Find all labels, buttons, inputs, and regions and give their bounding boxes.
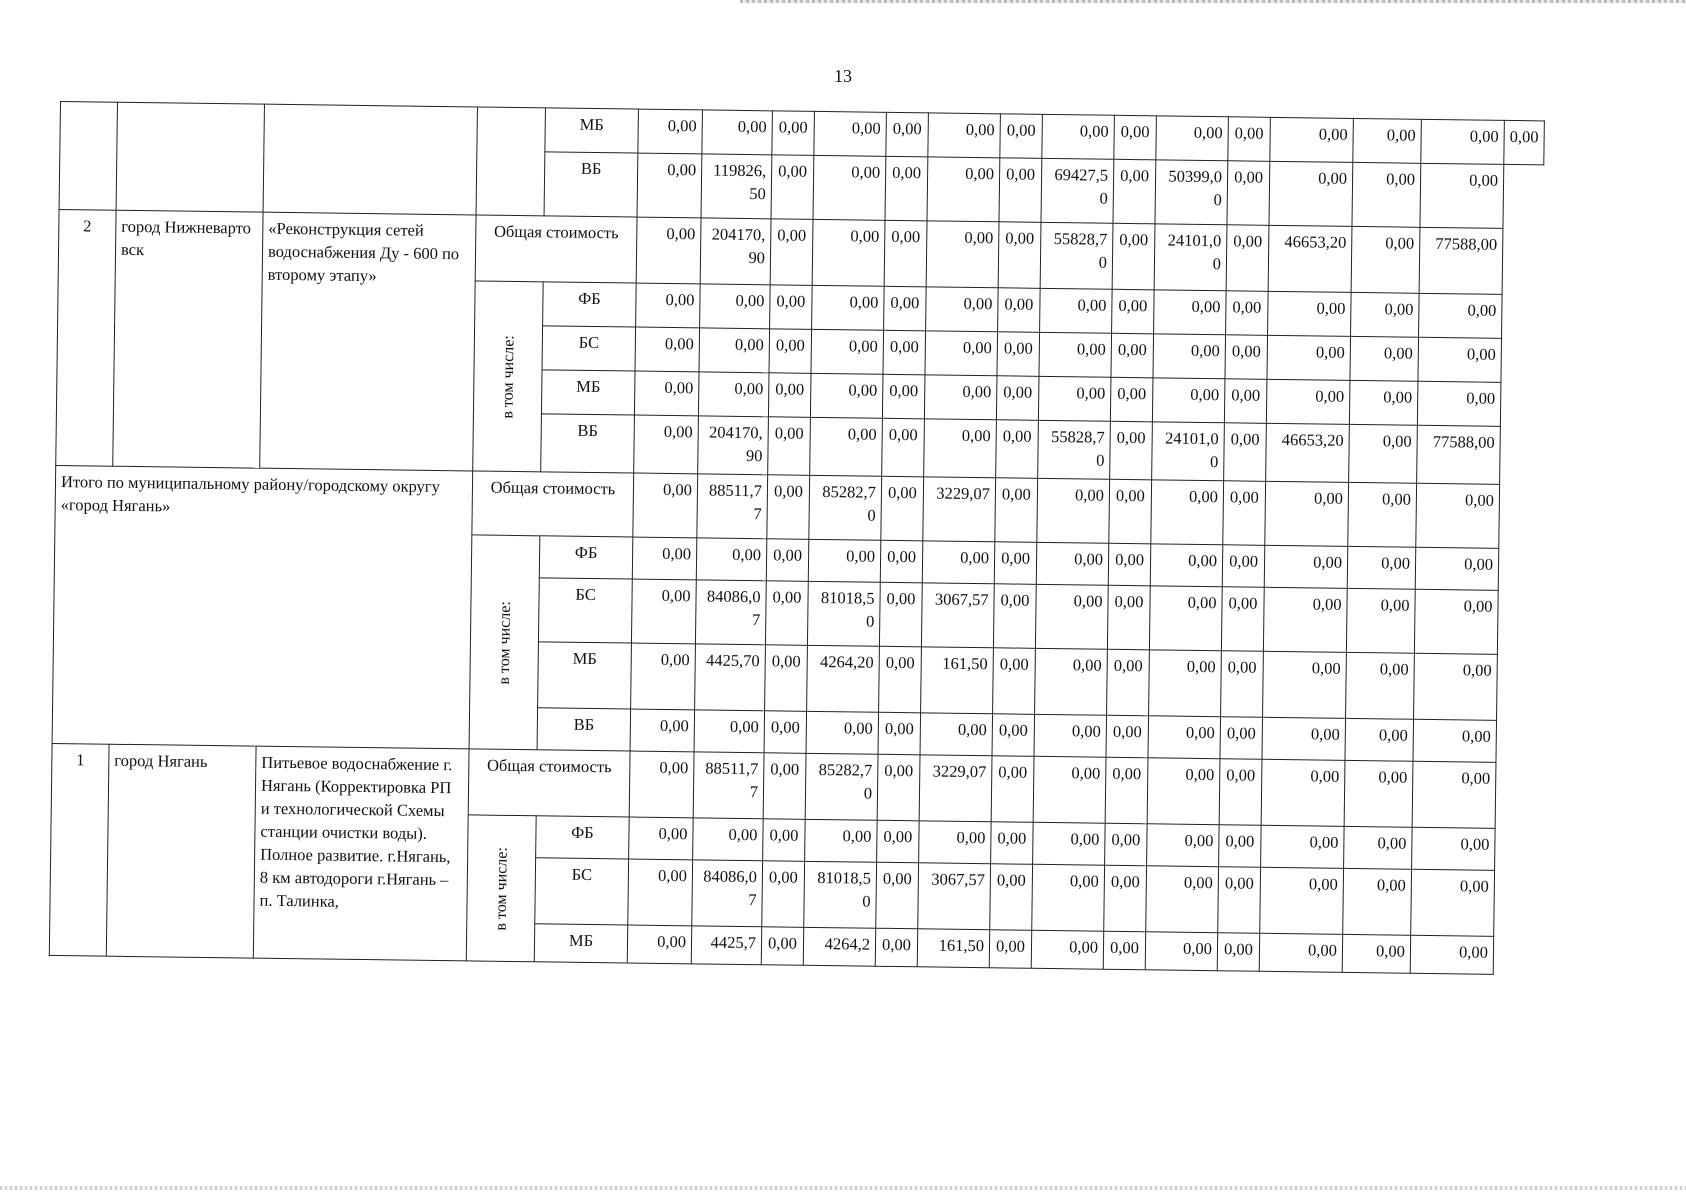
- value-cell: 0,00: [768, 373, 811, 418]
- value-cell: 0,00: [696, 538, 767, 581]
- value-cell: 55828,70: [1040, 222, 1113, 289]
- value-cell: 0,00: [1351, 226, 1420, 293]
- value-cell: 85282,70: [805, 753, 878, 820]
- value-cell: 0,00: [1349, 380, 1418, 425]
- value-cell: 0,00: [810, 373, 883, 418]
- value-cell: 0,00: [814, 111, 887, 156]
- value-cell: 0,00: [761, 927, 803, 966]
- value-cell: 0,00: [1106, 715, 1149, 758]
- value-cell: 3229,07: [919, 755, 992, 822]
- value-cell: 0,00: [1261, 759, 1345, 826]
- value-cell: 69427,50: [1041, 158, 1114, 223]
- value-cell: 0,00: [1413, 719, 1497, 762]
- value-cell: 0,00: [1146, 866, 1219, 933]
- value-cell: 0,00: [1221, 651, 1264, 718]
- value-cell: 0,00: [1270, 117, 1354, 162]
- value-cell: 0,00: [884, 286, 927, 331]
- value-cell: 0,00: [1113, 159, 1156, 224]
- incl-cell: [473, 281, 543, 472]
- value-cell: 0,00: [1414, 653, 1498, 720]
- source-label: МБ: [541, 370, 635, 415]
- value-cell: 0,00: [879, 582, 922, 647]
- value-cell: 24101,00: [1152, 422, 1225, 481]
- value-cell: 0,00: [1349, 424, 1418, 483]
- value-cell: 0,00: [878, 712, 921, 755]
- project-index: 2: [56, 209, 116, 466]
- value-cell: 0,00: [920, 713, 993, 756]
- value-cell: 0,00: [922, 541, 995, 584]
- value-cell: 0,00: [1263, 651, 1347, 718]
- value-cell: 88511,77: [697, 474, 768, 539]
- value-cell: 0,00: [1147, 824, 1220, 867]
- value-cell: 0,00: [770, 285, 813, 330]
- value-cell: 0,00: [811, 329, 884, 374]
- value-cell: 0,00: [1226, 291, 1269, 336]
- blank-cell: [263, 104, 477, 215]
- value-cell: 0,00: [1343, 868, 1412, 935]
- value-cell: 0,00: [1000, 114, 1043, 159]
- value-cell: 81018,50: [807, 581, 880, 646]
- source-label: ФБ: [536, 816, 630, 859]
- value-cell: 3229,07: [923, 477, 996, 542]
- municipality: город Нижневартовск: [113, 210, 263, 468]
- value-cell: 0,00: [763, 819, 806, 862]
- value-cell: 0,00: [1111, 333, 1154, 378]
- value-cell: 0,00: [1149, 650, 1222, 717]
- value-cell: 119826,50: [701, 154, 772, 219]
- value-cell: 0,00: [1151, 480, 1224, 545]
- value-cell: 0,00: [1220, 717, 1263, 760]
- value-cell: 0,00: [1103, 931, 1145, 970]
- subtotal-label: Итого по муниципальному району/городскому округу «город Нягань»: [52, 465, 473, 748]
- value-cell: 0,00: [1412, 827, 1496, 870]
- value-cell: 0,00: [883, 330, 926, 375]
- value-cell: 0,00: [1112, 223, 1155, 290]
- value-cell: 0,00: [764, 711, 807, 754]
- value-cell: 0,00: [1347, 546, 1416, 589]
- value-cell: 0,00: [1219, 825, 1262, 868]
- value-cell: 0,00: [1261, 825, 1345, 868]
- value-cell: 0,00: [806, 711, 879, 754]
- value-cell: 0,00: [1110, 421, 1153, 480]
- value-cell: 0,00: [995, 478, 1038, 543]
- value-cell: 0,00: [1344, 760, 1413, 827]
- value-cell: 0,00: [925, 331, 998, 376]
- value-cell: 0,00: [1418, 337, 1502, 382]
- value-cell: 0,00: [1145, 932, 1217, 971]
- value-cell: 0,00: [633, 473, 698, 538]
- value-cell: 0,00: [1035, 648, 1108, 715]
- value-cell: 0,00: [998, 288, 1041, 333]
- value-cell: 0,00: [1147, 758, 1220, 825]
- value-cell: 0,00: [882, 418, 925, 477]
- value-cell: 0,00: [1260, 867, 1344, 934]
- value-cell: 84086,07: [695, 580, 766, 645]
- source-label: БС: [535, 858, 629, 925]
- value-cell: 0,00: [1263, 587, 1347, 652]
- project-index: 1: [49, 743, 109, 956]
- value-cell: 0,00: [1156, 116, 1229, 161]
- value-cell: 0,00: [1036, 542, 1109, 585]
- value-cell: 4425,70: [695, 644, 766, 711]
- value-cell: 0,00: [1042, 114, 1115, 159]
- value-cell: 0,00: [765, 645, 808, 712]
- value-cell: 0,00: [693, 818, 764, 861]
- value-cell: 0,00: [875, 928, 917, 967]
- value-cell: 84086,07: [692, 860, 763, 927]
- value-cell: 0,00: [1346, 652, 1415, 719]
- value-cell: 0,00: [763, 753, 806, 820]
- value-cell: 0,00: [1154, 290, 1227, 335]
- value-cell: 0,00: [1033, 756, 1106, 823]
- value-cell: 0,00: [694, 710, 765, 753]
- value-cell: 0,00: [1227, 161, 1270, 226]
- value-cell: 0,00: [765, 581, 808, 646]
- page-number: 13: [834, 66, 852, 86]
- value-cell: 0,00: [1040, 288, 1113, 333]
- value-cell: 0,00: [1504, 120, 1544, 165]
- value-cell: 0,00: [1262, 717, 1346, 760]
- value-cell: 0,00: [996, 376, 1039, 421]
- incl-cell: [469, 535, 540, 750]
- value-cell: 0,00: [1269, 161, 1353, 226]
- value-cell: 0,00: [1107, 649, 1150, 716]
- value-cell: 0,00: [1219, 759, 1262, 826]
- value-cell: 0,00: [926, 287, 999, 332]
- value-cell: 0,00: [628, 859, 693, 926]
- value-cell: 0,00: [1033, 822, 1106, 865]
- value-cell: 77588,00: [1417, 425, 1501, 484]
- value-cell: 0,00: [1031, 930, 1103, 969]
- value-cell: 0,00: [1224, 379, 1267, 424]
- value-cell: 0,00: [1417, 381, 1501, 426]
- value-cell: 0,00: [1224, 423, 1267, 482]
- source-label: БС: [538, 578, 632, 643]
- source-label: ВБ: [541, 414, 635, 473]
- value-cell: 0,00: [993, 584, 1036, 649]
- total-cost-label: Общая стоимость: [468, 749, 630, 817]
- value-cell: 0,00: [1039, 332, 1112, 377]
- value-cell: 0,00: [770, 219, 813, 286]
- value-cell: 161,50: [921, 647, 994, 714]
- value-cell: 0,00: [1222, 545, 1265, 588]
- value-cell: 0,00: [702, 110, 773, 155]
- value-cell: 0,00: [805, 819, 878, 862]
- scan-artifact-bottom: [0, 1186, 1686, 1190]
- value-cell: 0,00: [1265, 481, 1349, 546]
- value-cell: 0,00: [813, 155, 886, 220]
- value-cell: 0,00: [1421, 119, 1505, 164]
- value-cell: 204170,90: [700, 218, 771, 285]
- value-cell: 0,00: [924, 419, 997, 478]
- value-cell: 0,00: [1225, 335, 1268, 380]
- value-cell: 0,00: [762, 861, 805, 928]
- value-cell: 0,00: [630, 709, 695, 752]
- value-cell: 4425,7: [691, 926, 761, 965]
- value-cell: 0,00: [1344, 826, 1413, 869]
- value-cell: 0,00: [876, 862, 919, 929]
- value-cell: 0,00: [1411, 869, 1495, 936]
- value-cell: 0,00: [627, 925, 691, 964]
- source-label: ФБ: [539, 536, 633, 579]
- value-cell: 3067,57: [921, 583, 994, 648]
- value-cell: 0,00: [1346, 588, 1415, 653]
- value-cell: 0,00: [1107, 585, 1150, 650]
- value-cell: 85282,70: [809, 475, 882, 540]
- value-cell: 0,00: [698, 372, 769, 417]
- project-name: «Реконструкция сетей водоснабжения Ду - 600 по второму этапу»: [260, 212, 476, 471]
- value-cell: 0,00: [989, 930, 1031, 969]
- value-cell: 0,00: [924, 375, 997, 420]
- value-cell: 0,00: [880, 540, 923, 583]
- value-cell: 0,00: [1268, 291, 1352, 336]
- value-cell: 0,00: [772, 111, 815, 156]
- value-cell: 0,00: [885, 156, 928, 221]
- incl-cell: [466, 815, 536, 962]
- source-label: ВБ: [544, 152, 638, 217]
- total-cost-label: Общая стоимость: [472, 471, 634, 537]
- value-cell: 0,00: [1223, 481, 1266, 546]
- value-cell: 0,00: [990, 864, 1033, 931]
- value-cell: 0,00: [1267, 335, 1351, 380]
- value-cell: 81018,50: [804, 861, 877, 928]
- value-cell: 0,00: [999, 158, 1042, 223]
- source-label: БС: [542, 326, 636, 371]
- value-cell: 0,00: [1259, 933, 1342, 972]
- value-cell: 0,00: [700, 284, 771, 329]
- value-cell: 0,00: [638, 109, 703, 154]
- value-cell: 0,00: [1034, 714, 1107, 757]
- total-cost-label: Общая стоимость: [475, 215, 637, 283]
- incl-label: в том числе:: [492, 846, 511, 931]
- incl-label: в том числе:: [498, 334, 517, 419]
- value-cell: 0,00: [634, 415, 699, 474]
- value-cell: 0,00: [629, 751, 694, 818]
- municipality: город Нягань: [106, 744, 256, 958]
- value-cell: 0,00: [1114, 115, 1157, 160]
- value-cell: 0,00: [1415, 547, 1499, 590]
- incl-label: в том числе:: [495, 600, 514, 685]
- value-cell: 0,00: [992, 714, 1035, 757]
- value-cell: 0,00: [769, 329, 812, 374]
- blank-cell: [116, 102, 264, 212]
- value-cell: 0,00: [1228, 117, 1271, 162]
- value-cell: 0,00: [886, 112, 929, 157]
- value-cell: 0,00: [926, 221, 999, 288]
- value-cell: 0,00: [1345, 718, 1414, 761]
- value-cell: 0,00: [991, 822, 1034, 865]
- value-cell: 0,00: [996, 420, 1039, 479]
- value-cell: 46653,20: [1268, 225, 1352, 292]
- value-cell: 46653,20: [1266, 423, 1350, 482]
- value-cell: 0,00: [768, 417, 811, 476]
- value-cell: 0,00: [1149, 586, 1222, 651]
- value-cell: 3067,57: [918, 863, 991, 930]
- value-cell: 0,00: [881, 476, 924, 541]
- value-cell: 0,00: [1037, 478, 1110, 543]
- value-cell: 161,50: [917, 929, 989, 968]
- value-cell: 0,00: [1218, 867, 1261, 934]
- value-cell: 0,00: [1038, 376, 1111, 421]
- value-cell: 0,00: [634, 371, 699, 416]
- value-cell: 0,00: [808, 539, 881, 582]
- value-cell: 4264,20: [807, 645, 880, 712]
- value-cell: 0,00: [1412, 761, 1496, 828]
- value-cell: 0,00: [1105, 823, 1148, 866]
- value-cell: 0,00: [993, 648, 1036, 715]
- value-cell: 0,00: [699, 328, 770, 373]
- value-cell: 0,00: [1112, 289, 1155, 334]
- blank-cell: [476, 107, 545, 216]
- value-cell: 0,00: [1226, 225, 1269, 292]
- value-cell: 0,00: [1410, 935, 1493, 974]
- value-cell: 0,00: [1221, 587, 1264, 652]
- value-cell: 0,00: [1348, 482, 1417, 547]
- value-cell: 0,00: [882, 374, 925, 419]
- value-cell: 0,00: [1266, 379, 1350, 424]
- value-cell: 0,00: [1264, 545, 1348, 588]
- value-cell: 0,00: [1419, 293, 1503, 338]
- value-cell: 0,00: [1035, 584, 1108, 649]
- value-cell: 0,00: [1105, 757, 1148, 824]
- value-cell: 0,00: [1108, 543, 1151, 586]
- value-cell: 0,00: [637, 153, 702, 218]
- value-cell: 0,00: [879, 646, 922, 713]
- value-cell: 0,00: [810, 417, 883, 476]
- budget-table: [49, 101, 1545, 975]
- value-cell: 0,00: [632, 537, 697, 580]
- value-cell: 77588,00: [1419, 227, 1503, 294]
- value-cell: 204170,90: [698, 416, 769, 475]
- source-label: ВБ: [537, 708, 631, 751]
- value-cell: 0,00: [919, 821, 992, 864]
- value-cell: 0,00: [1110, 377, 1153, 422]
- value-cell: 88511,77: [693, 752, 764, 819]
- value-cell: 0,00: [812, 285, 885, 330]
- value-cell: 0,00: [1152, 378, 1225, 423]
- value-cell: 0,00: [1416, 483, 1500, 548]
- value-cell: 0,00: [998, 222, 1041, 289]
- value-cell: 0,00: [1352, 162, 1421, 227]
- value-cell: 0,00: [1109, 479, 1152, 544]
- value-cell: 0,00: [1342, 934, 1410, 973]
- source-label: МБ: [545, 108, 639, 153]
- value-cell: 50399,00: [1155, 160, 1228, 225]
- value-cell: 0,00: [1032, 864, 1105, 931]
- value-cell: 0,00: [636, 217, 701, 284]
- value-cell: 0,00: [1420, 163, 1504, 228]
- value-cell: 0,00: [1351, 292, 1420, 337]
- source-label: ФБ: [543, 282, 637, 327]
- value-cell: 0,00: [1104, 865, 1147, 932]
- value-cell: 0,00: [927, 157, 1000, 222]
- value-cell: 0,00: [1350, 336, 1419, 381]
- value-cell: 0,00: [1153, 334, 1226, 379]
- value-cell: 0,00: [991, 756, 1034, 823]
- scan-artifact-top: [740, 0, 1686, 3]
- value-cell: 0,00: [766, 539, 809, 582]
- value-cell: 0,00: [631, 579, 696, 644]
- value-cell: 0,00: [635, 327, 700, 372]
- value-cell: 0,00: [1353, 118, 1422, 163]
- value-cell: 24101,00: [1154, 224, 1227, 291]
- value-cell: 0,00: [1217, 933, 1259, 972]
- value-cell: 0,00: [877, 820, 920, 863]
- value-cell: 0,00: [1148, 716, 1221, 759]
- value-cell: 0,00: [767, 475, 810, 540]
- value-cell: 0,00: [1150, 544, 1223, 587]
- value-cell: 0,00: [997, 332, 1040, 377]
- value-cell: 0,00: [771, 155, 814, 220]
- source-label: МБ: [534, 924, 627, 963]
- blank-cell: [59, 102, 117, 211]
- value-cell: 0,00: [631, 643, 696, 710]
- value-cell: 55828,70: [1038, 420, 1111, 479]
- value-cell: 0,00: [812, 219, 885, 286]
- value-cell: 0,00: [629, 817, 694, 860]
- project-name: Питьевое водоснабжение г. Нягань (Корректировка РП и технологической Схемы станции очистки воды). Полное развитие. г.Нягань, 8 км автодороги г.Нягань – п. Талинка,: [253, 746, 469, 961]
- value-cell: 0,00: [636, 283, 701, 328]
- source-label: МБ: [538, 642, 632, 709]
- value-cell: 0,00: [928, 113, 1001, 158]
- value-cell: 0,00: [877, 754, 920, 821]
- value-cell: 4264,2: [803, 927, 875, 966]
- value-cell: 0,00: [884, 220, 927, 287]
- value-cell: 0,00: [1414, 589, 1498, 654]
- value-cell: 0,00: [994, 542, 1037, 585]
